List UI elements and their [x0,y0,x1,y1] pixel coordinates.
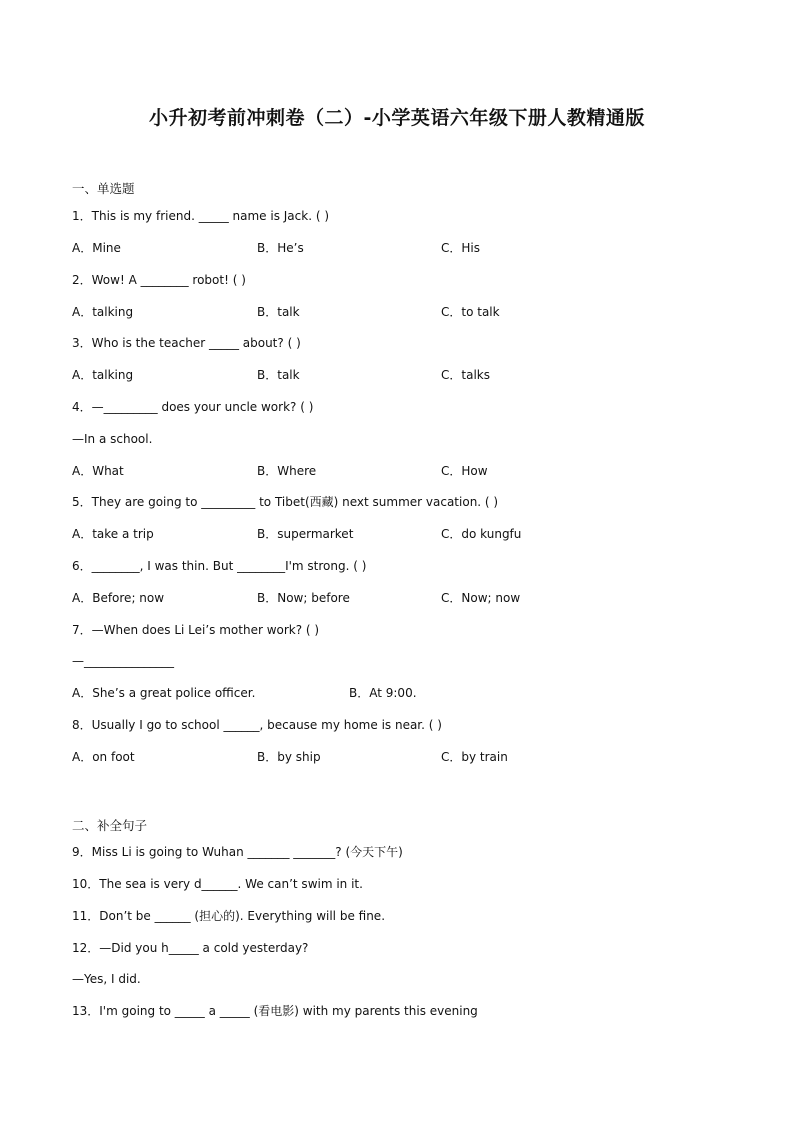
q7-option-b: B．At 9:00. [349,686,417,700]
q5-option-c: C．do kungfu [441,527,522,541]
question-4: 4．—_________ does your uncle work? ( ) [72,400,314,414]
q1-option-b: B．He’s [257,241,304,255]
question-1: 1．This is my friend. _____ name is Jack. ( ) [72,209,330,223]
question-11: 11．Don’t be ______ (担心的). Everything will be fine. [72,909,386,923]
question-2: 2．Wow! A ________ robot! ( ) [72,273,246,287]
question-13: 13．I'm going to _____ a _____ (看电影) with my parents this evening [72,1004,478,1018]
q6-option-c: C．Now; now [441,591,521,605]
question-12: 12．—Did you h_____ a cold yesterday? [72,941,309,955]
question-9: 9．Miss Li is going to Wuhan _______ _______? (今天下午) [72,845,403,859]
question-4-answer-line: —In a school. [72,432,153,446]
q3-option-c: C．talks [441,368,490,382]
q8-option-a: A．on foot [72,750,135,764]
question-3: 3．Who is the teacher _____ about? ( ) [72,336,301,350]
q5-option-a: A．take a trip [72,527,154,541]
question-8: 8．Usually I go to school ______, because my home is near. ( ) [72,718,442,732]
q8-option-c: C．by train [441,750,508,764]
q2-option-b: B．talk [257,305,300,319]
q3-option-a: A．talking [72,368,134,382]
section-heading-complete-sentences: 二、补全句子 [72,818,148,833]
q2-option-c: C．to talk [441,305,500,319]
q1-option-c: C．His [441,241,480,255]
question-6: 6．________, I was thin. But ________I'm strong. ( ) [72,559,367,573]
q8-option-b: B．by ship [257,750,321,764]
q4-option-c: C．How [441,464,488,478]
q4-option-b: B．Where [257,464,317,478]
question-10: 10．The sea is very d______. We can’t swim in it. [72,877,363,891]
question-5: 5．They are going to _________ to Tibet(西藏) next summer vacation. ( ) [72,495,499,509]
section-heading-single-choice: 一、单选题 [72,181,135,196]
q4-option-a: A．What [72,464,124,478]
q2-option-a: A．talking [72,305,134,319]
question-12-answer-line: —Yes, I did. [72,972,141,986]
q6-option-b: B．Now; before [257,591,350,605]
q5-option-b: B．supermarket [257,527,354,541]
q3-option-b: B．talk [257,368,300,382]
q7-option-a: A．She’s a great police officer. [72,686,256,700]
question-7: 7．—When does Li Lei’s mother work? ( ) [72,623,320,637]
q6-option-a: A．Before; now [72,591,165,605]
page-title: 小升初考前冲刺卷（二）-小学英语六年级下册人教精通版 [149,107,645,129]
question-7-answer-line: —_______________ [72,654,174,668]
q1-option-a: A．Mine [72,241,121,255]
